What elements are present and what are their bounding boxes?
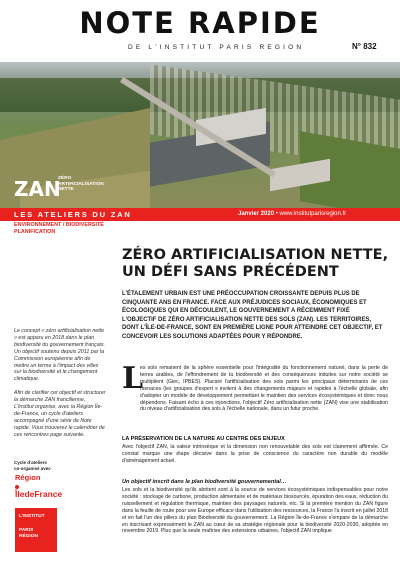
theme-tag: ENVIRONNEMENT / BIODIVERSITÉ [14,222,104,228]
series-tag: ZAN [14,177,61,201]
subheading: Un objectif inscrit dans le plan biodiversité gouvernemental… [122,479,287,485]
body-paragraph: es sols remanent de la sphère essentielle pour l'intégralité du fonctionnement naturel, dans la perte de terres arables, de l'effondrement de la biodiversité et des conséquences induites sur notre société se multiplient (Giec, IPBES). Placant l'artificialisation des sols parmi les principaux déterminants de ces menaces (les groupes d'expert s invitent à des changements majeurs et rapides à l'échelle globale, afin d'adopter un modèle de développement permettant le maintien des services écosystémiques et donc nous dépendons. Faisant écho à ces injonctions, l'objectif Zéro artificialisation nette (ZAN) vise une stabilisation du niveau d'artificialisation des sols à l'échelle nationale, dans un futur proche. [140,365,388,413]
article-headline [122,247,392,281]
co-organizer-note [14,460,51,471]
theme-tag: PLANIFICATION [14,228,56,235]
logo-text: L'INSTITUT [19,514,45,519]
section-heading: LA PRÉSERVATION DE LA NATURE AU CENTRE DES ENJEUX [122,436,285,442]
headline-line: ZÉRO ARTIFICIALISATION NETTE, [122,247,389,263]
logo-text: PARIS [19,528,34,533]
logo-text [15,482,63,499]
sidebar-intro [14,328,106,446]
co-organizer-line: co-organisé avec [14,465,51,471]
masthead [0,0,400,62]
series-tag-subtitle: ZÉRO ARTIFICIALISATION NETTE [58,176,104,193]
logo-text: ÎledeFrance [15,489,63,499]
sidebar-paragraph: Afin de clarifier cet objectif et structurer la démarche ZAN francilienne, L'Institut organise, avec la Région Île-de-France, un cycle d'ateliers accompagné d'une série de Note rapide. Vous trouverez le calendrier de ces rencontres page suivante. [14,390,106,438]
theme-tags [14,222,104,235]
logo-text: Région [15,473,41,482]
drop-cap: L [122,361,144,396]
issue-number: N° 832 [352,42,377,51]
publication-date: Janvier 2020 [238,211,275,217]
logo-text: RÉGION [19,533,38,539]
body-paragraph: Les sols et la biodiversité qu'ils abritent sont à la source de services écosystémiques indispensables pour notre société : stockage de carbone, production alimentaire et de matériaux biosourcés, épuration des eaux, réduction du ruissellement et régulation thermique, maintien des paysages naturels, etc. Si la première mention du ZAN figure dans la feuille de route pour une Europe efficace dans l'utilisation des ressources, la France l'a inscrit en juillet 2018 et en fait l'un des piliers du plan Biodiversité du gouvernement. La Région Île-de-France s'empare de la démarche en inscrivant expressément le ZAN au cœur de sa stratégie régionale pour la biodiversité 2020-2030, adoptée en novembre 2019. Plus que la seule maîtrise des extensions urbaines, l'objectif ZAN implique [122,487,388,535]
logo-text [19,528,38,540]
publication-subtitle: DE L'INSTITUT PARIS REGION [128,44,305,51]
article-lead: L'ÉTALEMENT URBAIN EST UNE PRÉOCCUPATION CROISSANTE DEPUIS PLUS DE CINQUANTE ANS EN FRANCE. FACE AUX PRÉJUDICES SOCIAUX, ÉCONOMIQUES ET ÉCOLOGIQUES QUI EN DÉCOULENT, LE GOUVERNEMENT A RÉCEMMENT FIXÉ L'OBJECTIF DE ZÉRO ARTIFICIALISATION NETTE DES SOLS (ZAN). LES TERRITOIRES, DONT L'ÎLE-DE-FRANCE, SONT EN PREMIÈRE LIGNE POUR ATTEINDRE CET OBJECTIF, ET CONCEVOIR LES SOLUTIONS ADAPTÉES POUR Y RÉPONDRE. [122,291,383,340]
publication-title: NOTE RAPIDE [79,6,321,40]
body-paragraph: Avec l'objectif ZAN, la valeur intrinsèque et la dimension non renouvelable des sols est clairement affirmée. Ce constat marque une étape décisive dans la prise de conscience du caractère non durable du modèle d'aménagement actuel. [122,444,388,464]
co-organizer-line: Cycle d'ateliers [14,460,47,465]
sidebar-paragraph: Le concept « zéro artificialisation nette » est apparu en 2018 dans le plan biodiversité du gouvernement français. Un objectif soutenu depuis 2011 par la Commission européenne afin de mettre un terme à l'impact des villes sur la biodiversité et le changement climatique. [14,328,105,383]
region-ile-de-france-logo [15,473,63,499]
institut-paris-region-logo [15,508,57,552]
date-and-url [238,211,346,217]
website-link[interactable]: • www.institutparisregion.fr [275,211,347,217]
headline-line: UN DÉFI SANS PRÉCÉDENT [122,264,339,280]
series-name: LES ATELIERS DU ZAN [14,210,132,219]
